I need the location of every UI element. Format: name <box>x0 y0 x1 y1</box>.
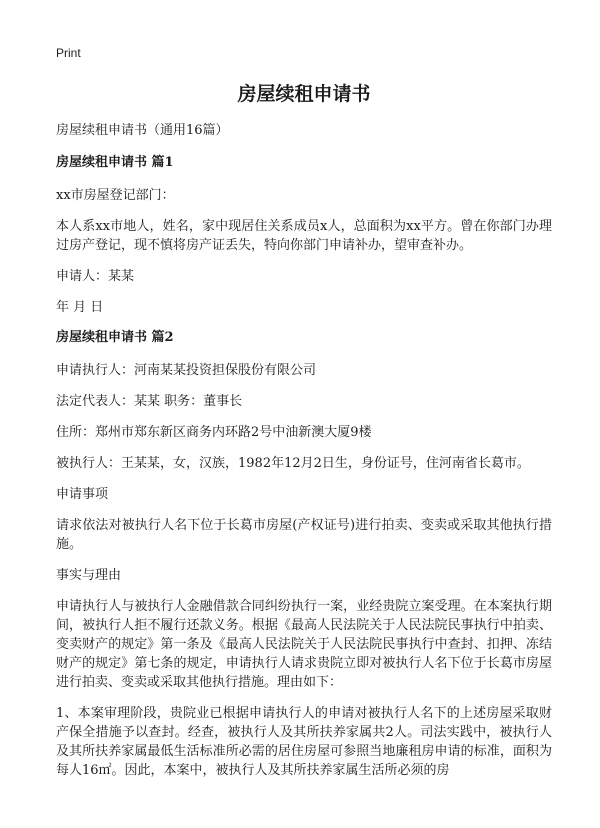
print-label[interactable]: Print <box>56 46 81 60</box>
paragraph: 申请执行人：河南某某投资担保股份有限公司 <box>56 363 317 378</box>
paragraph: 请求依法对被执行人名下位于长葛市房屋(产权证号)进行拍卖、变卖或采取其他执行措施。 <box>56 518 552 552</box>
section-heading-2: 房屋续租申请书 篇2 <box>56 330 174 345</box>
section-heading-1: 房屋续租申请书 篇1 <box>56 155 174 170</box>
paragraph: 年 月 日 <box>56 300 104 315</box>
paragraph: 申请执行人与被执行人金融借款合同纠纷执行一案，业经贵院立案受理。在本案执行期间，被执行人拒不履行还款义务。根据《最高人民法院关于人民法院民事执行中拍卖、变卖财产的规定》第一条及《最高人民法院关于人民法院民事执行中查封、扣押、冻结财产的规定》第七条的规定，申请执行人请求贵院立即对被执行人名下位于长葛市房屋进行拍卖、变卖或采取其他执行措施。理由如下： <box>56 599 552 690</box>
paragraph: 1、本案审理阶段，贵院业已根据申请执行人的申请对被执行人名下的上述房屋采取财产保全措施予以查封。经查，被执行人及其所扶养家属共2人。司法实践中，被执行人及其所扶养家属最低生活标准所必需的居住房屋可参照当地廉租房申请的标准，面积为每人16㎡。因此，本案中，被执行人及其所扶养家属生活所必须的房 <box>56 706 552 778</box>
document-title: 房屋续租申请书 <box>237 83 371 105</box>
paragraph: xx市房屋登记部门： <box>56 188 175 203</box>
paragraph: 申请人：某某 <box>56 269 135 284</box>
document-subtitle: 房屋续租申请书（通用16篇） <box>56 123 229 138</box>
paragraph: 申请事项 <box>56 487 109 502</box>
paragraph: 法定代表人：某某 职务：董事长 <box>56 394 243 409</box>
paragraph: 住所：郑州市郑东新区商务内环路2号中油新澳大厦9楼 <box>56 425 372 440</box>
paragraph: 事实与理由 <box>56 568 122 583</box>
paragraph: 本人系xx市地人，姓名，家中现居住关系成员x人，总面积为xx平方。曾在你部门办理过房产登记，现不慎将房产证丢失，特向你部门申请补办，望审查补办。 <box>56 219 552 253</box>
paragraph: 被执行人：王某某，女，汉族，1982年12月2日生，身份证号，住河南省长葛市。 <box>56 456 530 471</box>
